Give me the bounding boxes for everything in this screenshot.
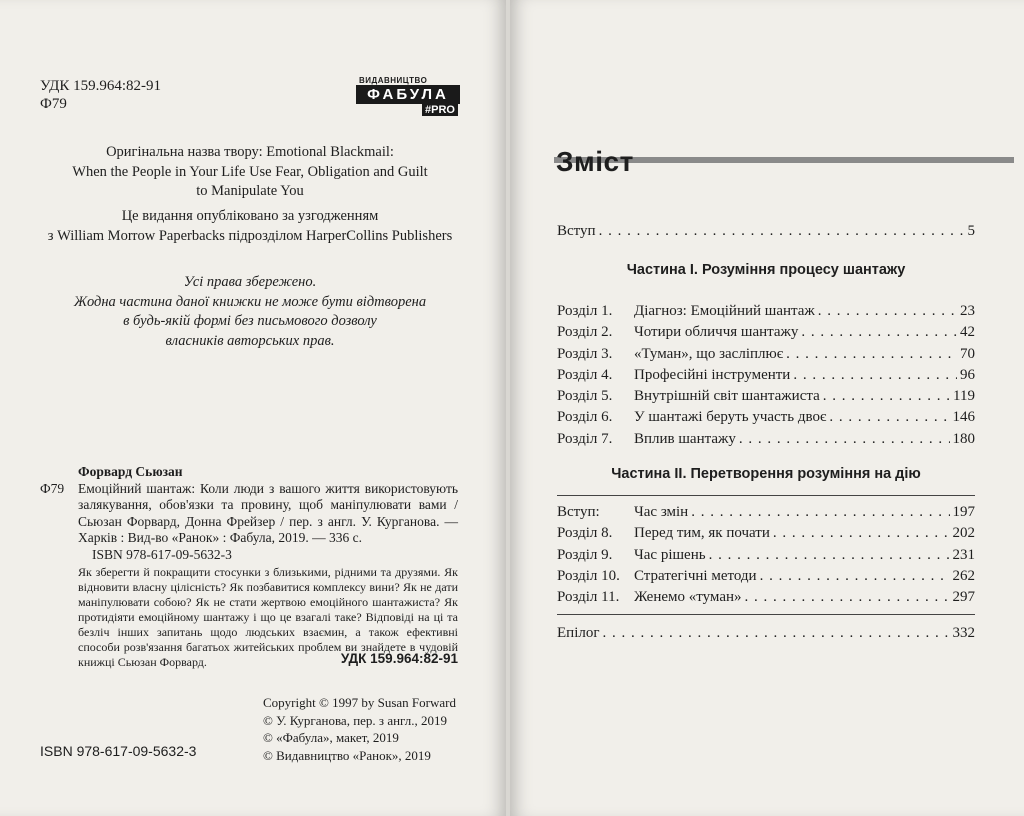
chapter-title: «Туман», що засліплює (634, 345, 784, 362)
logo-badge: #PRO (422, 104, 458, 116)
dot-leader (691, 502, 949, 523)
catalog-annotation: Як зберегти й покращити стосунки з близькими, рідними та друзями. Як відновити власну цілісність? Як позбавитися комплексу вини? Як не дати маніпулювати собою? Як не стати жертвою емоційного шантажиста? Як протидіяти емоційному шантажу і що це взагалі таке? Відповіді на ці та безліч інших запитань щодо людських взаємин, а також ефективні способи розв'язання багатьох житейських проблем ви знайдете в чудовій книжці Сьюзан Форвард. (78, 565, 458, 669)
chapter-number: Вступ: (557, 504, 600, 520)
rights-notice (60, 273, 440, 351)
dot-leader (786, 344, 957, 365)
chapter-title: Вплив шантажу (634, 430, 736, 447)
catalog-entry (40, 481, 458, 547)
chapter-page: 231 (952, 546, 975, 563)
chapter-number: Розділ 1. (557, 303, 613, 319)
epilogue-rule (557, 614, 975, 615)
copyright-line: Copyright © 1997 by Susan Forward (263, 695, 456, 710)
dot-leader (823, 386, 950, 407)
logo-small-text: ВИДАВНИЦТВО (359, 76, 428, 85)
dot-leader (801, 322, 957, 343)
part2-heading: Частина ІІ. Перетворення розуміння на дію (611, 466, 921, 482)
chapter-number: Розділ 8. (557, 525, 613, 542)
chapter-title: Діагноз: Емоційний шантаж (634, 303, 815, 319)
udk-block-top (40, 77, 161, 113)
toc-row (557, 407, 975, 428)
author-mark-code: Ф79 (40, 96, 67, 112)
toc-title-text: Зміст (556, 146, 634, 177)
toc-row (557, 344, 975, 365)
toc-row (557, 365, 975, 386)
chapter-page: 23 (960, 303, 975, 319)
chapter-title: Чотири обличчя шантажу (634, 324, 799, 341)
original-title-line: Оригінальна назва твору: Emotional Blackmail: (106, 144, 394, 160)
dot-leader (709, 545, 950, 566)
right-page (510, 0, 1024, 816)
dot-leader (773, 523, 950, 544)
chapter-page: 180 (952, 430, 975, 447)
udk-code: УДК 159.964:82-91 (40, 78, 162, 94)
chapter-number: Розділ 7. (557, 430, 613, 447)
publication-note-line: з William Morrow Paperbacks підрозділом HarperCollins Publishers (47, 227, 453, 244)
rights-line: власників авторських прав. (165, 332, 335, 349)
chapter-number: Розділ 11. (557, 589, 620, 606)
catalog-author: Форвард Сьюзан (78, 464, 183, 479)
dot-leader (818, 301, 957, 322)
chapter-title: Перед тим, як почати (634, 525, 770, 542)
toc-page: 5 (967, 223, 975, 239)
logo-main-text: ФАБУЛА (356, 85, 460, 104)
dot-leader (745, 587, 950, 608)
toc-intro (557, 221, 975, 242)
copyright-line: © Видавництво «Ранок», 2019 (263, 747, 431, 763)
copyright-line: © У. Курганова, пер. з англ., 2019 (263, 712, 447, 728)
chapter-number: Розділ 6. (557, 409, 613, 426)
copyright-block (263, 694, 456, 764)
chapter-number: Розділ 9. (557, 546, 613, 563)
toc-row (557, 301, 975, 322)
dot-leader (599, 221, 965, 242)
dot-leader (793, 365, 957, 386)
original-title-line: to Manipulate You (196, 183, 304, 199)
toc-row (557, 429, 975, 450)
chapter-title: Професійні інструменти (634, 366, 791, 383)
chapter-title: Стратегічні методи (634, 567, 757, 584)
rights-line: Жодна частина даної книжки не може бути відтворена (73, 293, 427, 310)
publication-note (40, 207, 460, 246)
chapter-title: Час змін (634, 504, 689, 520)
toc-label: Епілог (557, 625, 600, 641)
toc-row (557, 623, 975, 644)
toc-row (557, 587, 975, 608)
chapter-title: Внутрішній світ шантажиста (634, 388, 820, 405)
chapter-title: У шантажі беруть участь двоє (634, 409, 827, 426)
dot-leader (739, 429, 950, 450)
toc-page: 332 (952, 625, 975, 641)
toc-epilogue (557, 623, 975, 644)
udk-bottom: УДК 159.964:82-91 (340, 651, 458, 666)
chapter-page: 146 (952, 409, 975, 426)
rights-line: в будь-якій формі без письмового дозволу (123, 313, 377, 329)
copyright-line: © «Фабула», макет, 2019 (263, 730, 399, 745)
toc-title (556, 146, 634, 178)
toc-row (557, 386, 975, 407)
part1-chapters (557, 301, 975, 450)
catalog-isbn: ISBN 978-617-09-5632-3 (92, 546, 232, 562)
toc-row (557, 502, 975, 523)
left-page (0, 0, 506, 816)
chapter-number: Розділ 10. (557, 567, 620, 584)
toc-row (557, 523, 975, 544)
toc-label: Вступ (557, 223, 596, 239)
rights-line: Усі права збережено. (183, 274, 317, 290)
part2-rule (557, 495, 975, 496)
chapter-title: Час рішень (634, 546, 706, 563)
chapter-number: Розділ 3. (557, 345, 613, 362)
chapter-page: 297 (952, 589, 975, 606)
part1-heading: Частина І. Розуміння процесу шантажу (626, 262, 906, 278)
part2-chapters (557, 502, 975, 608)
original-title (40, 143, 460, 202)
toc-row (557, 221, 975, 242)
catalog-description: Емоційний шантаж: Коли люди з вашого життя використовують залякування, обов'язки та провину, щоб маніпулювати вами / Сьюзан Форвард, Донна Фрейзер / пер. з англ. У. Курганова. — Харків : Вид-во «Ранок» : Фабула, 2019. — 336 с. (78, 480, 458, 545)
chapter-page: 70 (960, 345, 975, 362)
chapter-page: 262 (952, 567, 975, 584)
chapter-page: 197 (952, 504, 975, 520)
chapter-page: 202 (952, 525, 975, 542)
catalog-code: Ф79 (40, 480, 65, 496)
isbn-bottom: ISBN 978-617-09-5632-3 (40, 743, 197, 759)
chapter-number: Розділ 2. (557, 324, 613, 341)
dot-leader (603, 623, 950, 644)
dot-leader (760, 566, 950, 587)
chapter-title: Женемо «туман» (634, 589, 742, 606)
chapter-number: Розділ 5. (557, 388, 613, 405)
chapter-number: Розділ 4. (557, 366, 613, 383)
toc-row (557, 566, 975, 587)
chapter-page: 96 (960, 366, 975, 383)
publication-note-line: Це видання опубліковано за узгодженням (121, 208, 379, 224)
toc-row (557, 545, 975, 566)
chapter-page: 42 (960, 324, 975, 341)
chapter-page: 119 (953, 388, 975, 405)
toc-row (557, 322, 975, 343)
original-title-line: When the People in Your Life Use Fear, Obligation and Guilt (72, 163, 428, 180)
catalog-record (40, 464, 458, 670)
dot-leader (829, 407, 949, 428)
publisher-logo (356, 76, 460, 116)
